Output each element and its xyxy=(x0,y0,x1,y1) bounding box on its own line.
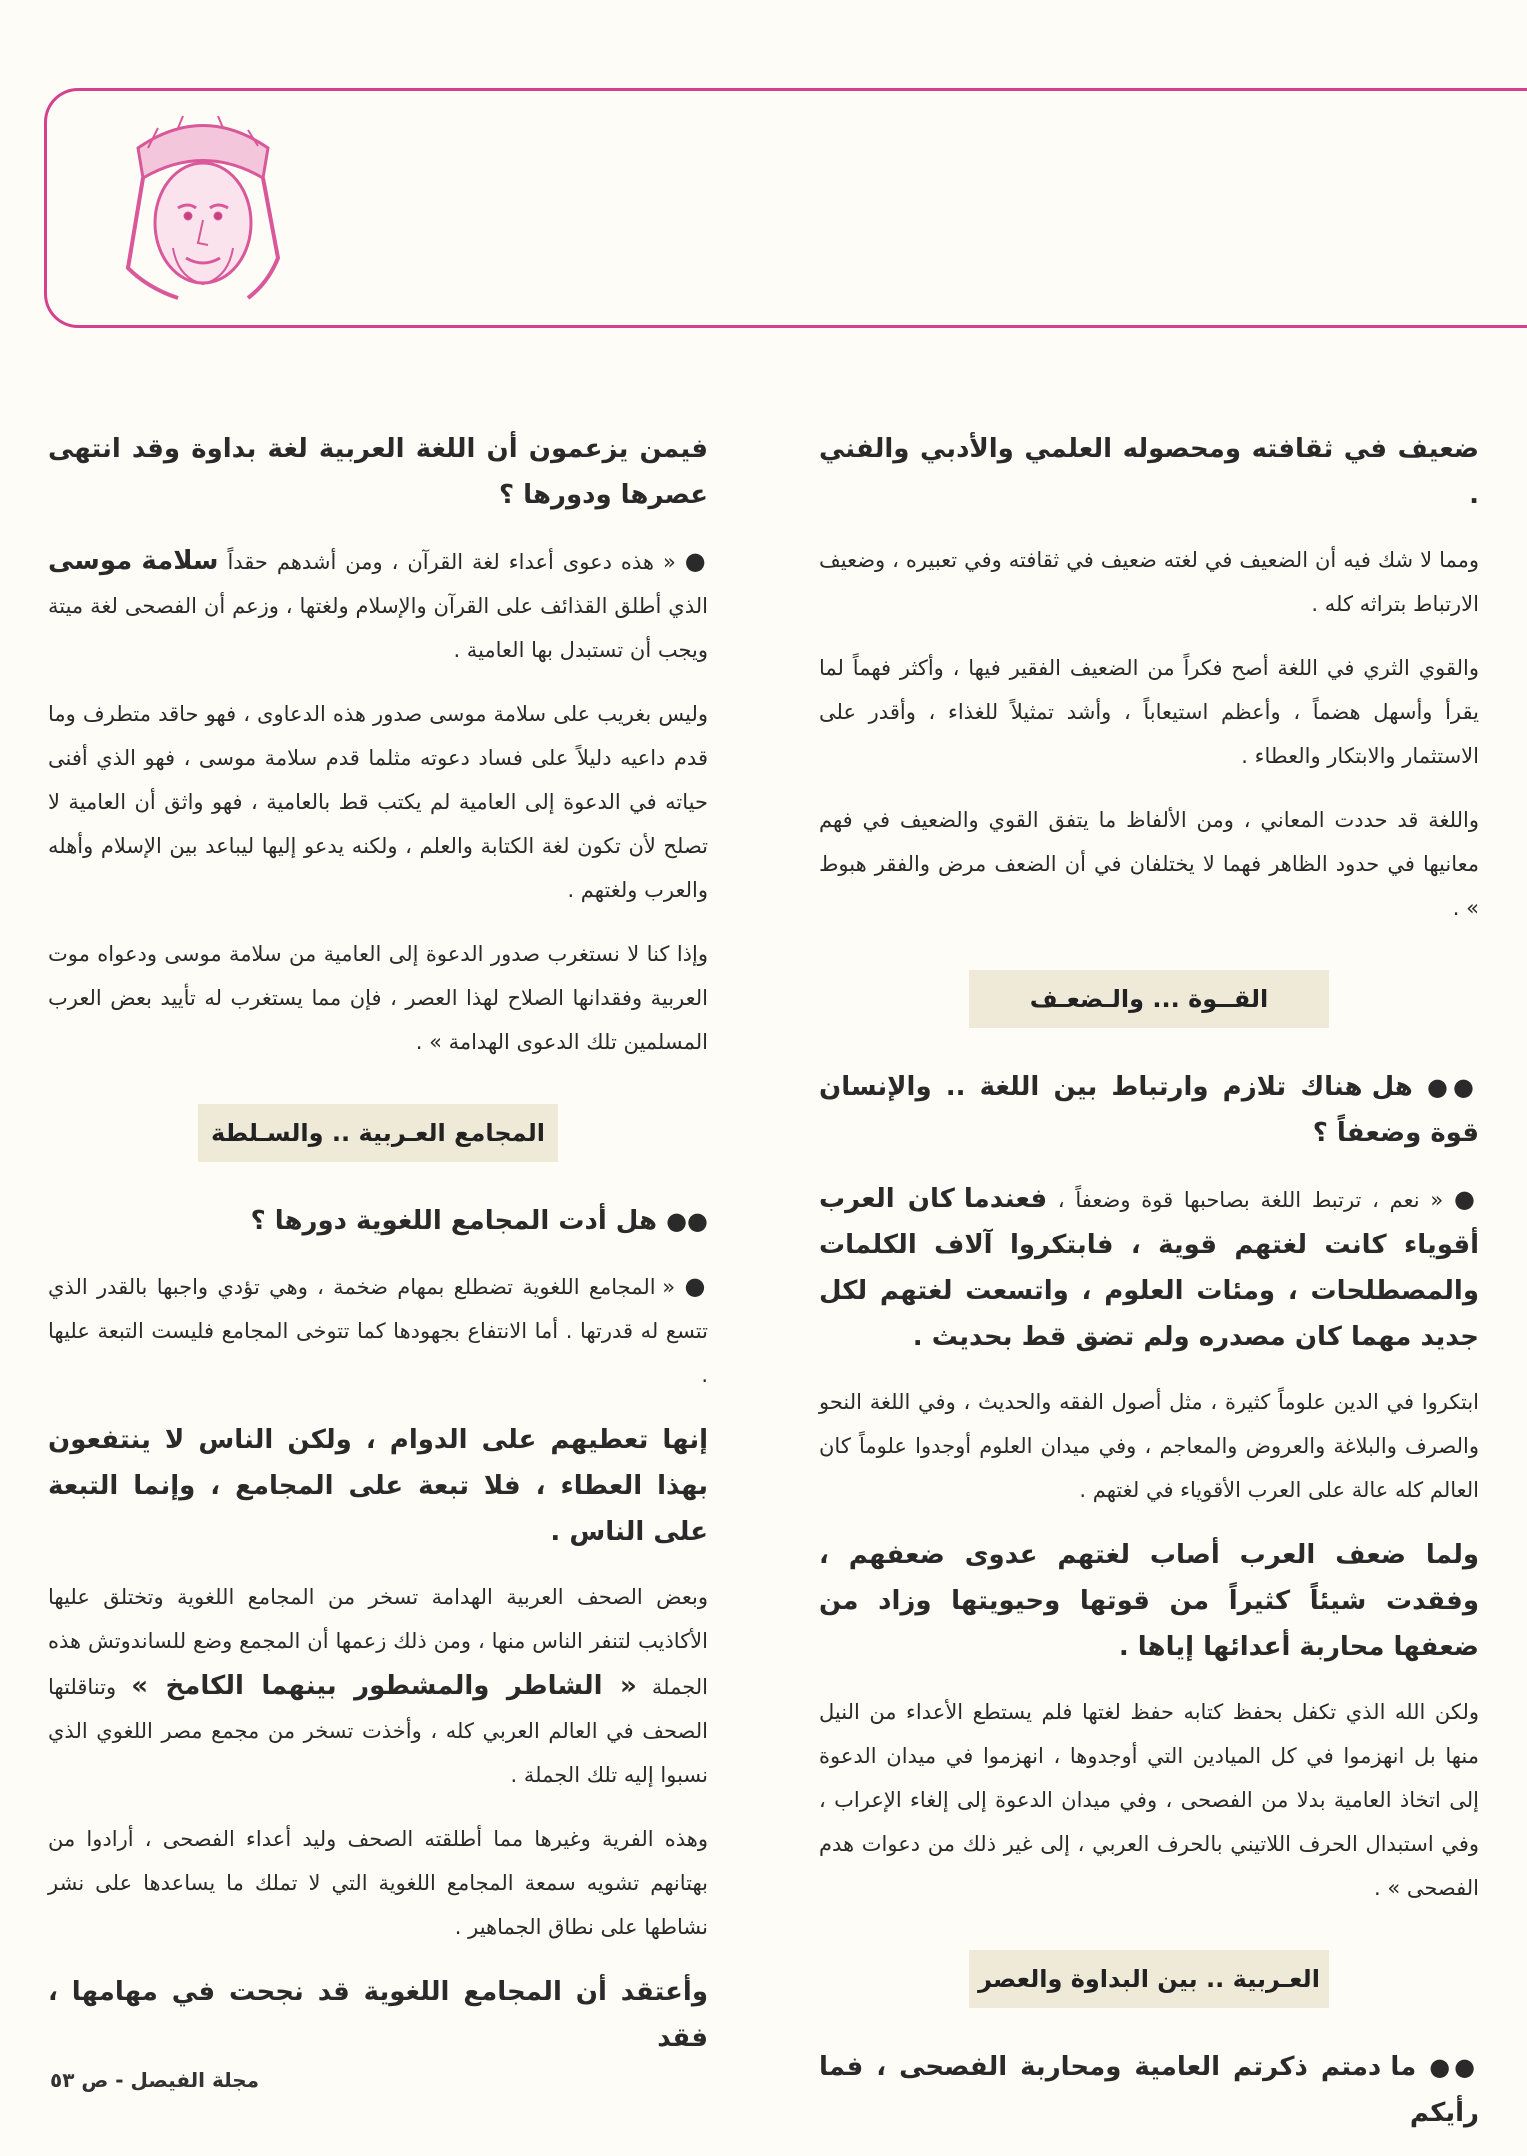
paragraph xyxy=(48,1575,708,1797)
question-text: ما دمتم ذكرتم العامية ومحاربة الفصحى ، فما رأيكم xyxy=(819,2052,1479,2128)
paragraph-text: وبعض الصحف العربية الهدامة تسخر من المجامع اللغوية وتختلق عليها الأكاذيب لتنفر الناس منها ، ومن ذلك زعمها أن المجمع وضع للساندوتش هذه الجملة xyxy=(48,1585,708,1699)
paragraph: وإذا كنا لا نستغرب صدور الدعوة إلى العامية من سلامة موسى ودعواه موت العربية وفقدانها الصلاح لهذا العصر ، فإن مما يستغرب له تأييد بعض العرب المسلمين تلك الدعوى الهدامة » . xyxy=(48,942,708,1054)
answer-bold-text: سلامة موسى xyxy=(48,546,219,576)
question-text: هل هناك تلازم وارتباط بين اللغة .. والإنسان قوة وضعفاً ؟ xyxy=(819,1072,1479,1148)
bullet-icon: ● xyxy=(684,1272,708,1300)
paragraph: وهذه الفرية وغيرها مما أطلقته الصحف وليد أعداء الفصحى ، أرادوا من بهتانهم تشويه سمعة المجامع اللغوية التي لا تملك ما يساعدها على نشر نشاطها على نطاق الجماهير . xyxy=(48,1827,708,1939)
text-bold: ضعيف في ثقافته ومحصوله العلمي والأدبي والفني . xyxy=(819,434,1479,510)
question-text: هل أدت المجامع اللغوية دورها ؟ xyxy=(250,1206,658,1236)
paragraph: ومما لا شك فيه أن الضعيف في لغته ضعيف في ثقافته وفي تعبيره ، وضعيف الارتباط بتراثه كله . xyxy=(819,548,1479,616)
answer-paragraph xyxy=(48,1264,708,1397)
bullet-icon: ● xyxy=(684,547,708,575)
answer-text-rest: الذي أطلق القذائف على القرآن والإسلام ولغتها ، وزعم أن الفصحى لغة ميتة ويجب أن تستبدل بها العامية . xyxy=(48,594,708,662)
paragraph: والقوي الثري في اللغة أصح فكراً من الضعيف الفقير فيها ، وأكثر فهماً لما يقرأ وأسهل هضماً ، وأعظم استيعاباً ، وأشد تمثيلاً للغذاء ، وأقدر على الاستثمار والابتكار والعطاء . xyxy=(819,656,1479,768)
paragraph: ولكن الله الذي تكفل بحفظ كتابه حفظ لغتها فلم يستطع الأعداء من النيل منها بل انهزموا في كل الميادين التي أوجدوها ، انهزموا في ميدان الدعوة إلى اتخاذ العامية بدلا من الفصحى ، وفي ميدان الدعوة إلى إلغاء الإعراب ، وفي استبدال الحرف اللاتيني بالحرف العربي ، إلى غير ذلك من دعوات هدم الفصحى » . xyxy=(819,1700,1479,1900)
answer-text: « هذه دعوى أعداء لغة القرآن ، ومن أشدهم حقداً xyxy=(218,550,676,574)
right-column xyxy=(819,426,1479,2156)
answer-text: « المجامع اللغوية تضطلع بمهام ضخمة ، وهي تؤدي واجبها بالقدر الذي تتسع له قدرتها . أما الانتفاع بجهودها كما تتوخى المجامع فليست التبعة عليها . xyxy=(48,1275,708,1387)
question-continued: فيمن يزعمون أن اللغة العربية لغة بداوة وقد انتهى عصرها ودورها ؟ xyxy=(48,434,708,510)
text-bold: وأعتقد أن المجامع اللغوية قد نجحت في مهامها ، فقد xyxy=(48,1977,708,2053)
answer-bold-text: فعندما كان العرب أقوياء كانت لغتهم قوية ، فابتكروا آلاف الكلمات والمصطلحات ، ومئات العلوم ، واتسعت لغتهم لكل جديد مهما كان مصدره ولم تضق قط بحديث . xyxy=(819,1184,1479,1352)
question xyxy=(819,2044,1479,2136)
answer-paragraph xyxy=(48,538,708,672)
paragraph-text-rest: وتناقلتها الصحف في العالم العربي كله ، وأخذت تسخر من مجمع مصر اللغوي الذي نسبوا إليه تلك الجملة . xyxy=(48,1675,708,1787)
quoted-phrase: « الشاطر والمشطور بينهما الكامخ » xyxy=(131,1671,637,1701)
double-bullet-icon: ●● xyxy=(1426,1073,1479,1101)
answer-paragraph xyxy=(819,1176,1479,1360)
paragraph: واللغة قد حددت المعاني ، ومن الألفاظ ما يتفق القوي والضعيف في فهم معانيها في حدود الظاهر فهما لا يختلفان في أن الضعف مرض والفقر هبوط » . xyxy=(819,808,1479,920)
page-footer: مجلة الفيصل - ص ٥٣ xyxy=(50,2068,260,2092)
left-column xyxy=(48,426,708,2081)
section-heading: المجامع العـربية .. والسـلطة xyxy=(198,1104,558,1162)
bullet-icon: ● xyxy=(1453,1185,1480,1213)
question xyxy=(819,1064,1479,1156)
double-bullet-icon: ●● xyxy=(1429,2053,1479,2081)
paragraph: ابتكروا في الدين علوماً كثيرة ، مثل أصول الفقه والحديث ، وفي اللغة النحو والصرف والبلاغة والعروض والمعاجم ، وفي ميدان العلوم أوجدوا علوماً كان العالم كله عالة على العرب الأقوياء في لغتهم . xyxy=(819,1390,1479,1502)
author-portrait xyxy=(118,108,288,308)
section-heading: العـربية .. بين البداوة والعصر xyxy=(969,1950,1329,2008)
question xyxy=(48,1198,708,1244)
text-bold: ولما ضعف العرب أصاب لغتهم عدوى ضعفهم ، وفقدت شيئاً كثيراً من قوتها وحيويتها وزاد من ضعفها محاربة أعدائها إياها . xyxy=(819,1540,1479,1662)
answer-text: « نعم ، ترتبط اللغة بصاحبها قوة وضعفاً ، xyxy=(1047,1188,1444,1212)
section-heading: القــوة ... والـضعـف xyxy=(969,970,1329,1028)
double-bullet-icon: ●● xyxy=(666,1207,708,1235)
text-bold: إنها تعطيهم على الدوام ، ولكن الناس لا ينتفعون بهذا العطاء ، فلا تبعة على المجامع ، وإنما التبعة على الناس . xyxy=(48,1425,708,1547)
paragraph: وليس بغريب على سلامة موسى صدور هذه الدعاوى ، فهو حاقد متطرف وما قدم داعيه دليلاً على فساد دعوته مثلما قدم سلامة موسى ، فهو الذي أفنى حياته في الدعوة إلى العامية لم يكتب قط بالعامية ، فهو واثق أن العامية لا تصلح لأن تكون لغة الكتابة والعلم ، ولكنه يدعو إليها ليباعد بين الإسلام وأهله والعرب ولغتهم . xyxy=(48,702,708,902)
